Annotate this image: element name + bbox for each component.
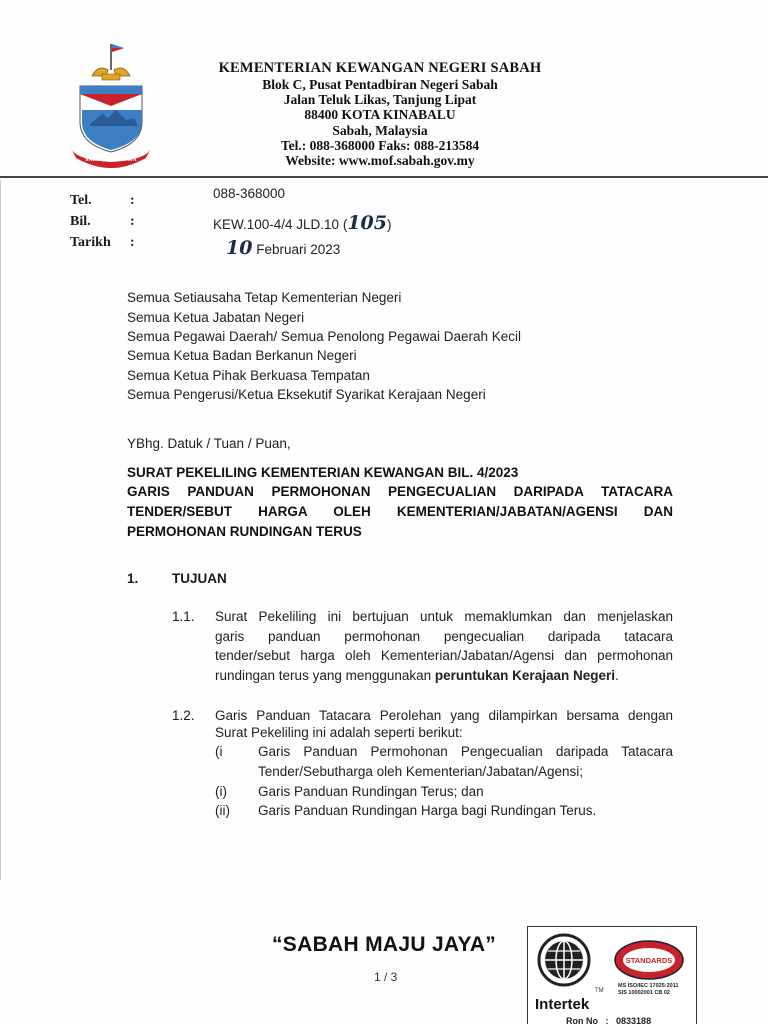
paragraph-line: tender/sebut harga oleh Kementerian/Jabatan/Agensi dan permohonan (215, 648, 673, 663)
emphasis-text: peruntukan Kerajaan Negeri (434, 667, 615, 683)
page-edge-line (0, 180, 1, 880)
page-number: 1 / 3 (374, 970, 398, 984)
paragraph-number: 1.1. (172, 609, 195, 624)
section-title: TUJUAN (172, 571, 227, 586)
intertek-brand: Intertek (535, 996, 590, 1013)
list-item-line: Garis Panduan Permohonan Pengecualian daripada Tatacara (258, 744, 673, 759)
trademark-mark: TM (595, 988, 604, 994)
tel-colon: : (130, 193, 135, 208)
subject-line-1: SURAT PEKELILING KEMENTERIAN KEWANGAN BIL. 4/2023 (127, 465, 519, 480)
addressee-line: Semua Ketua Badan Berkanun Negeri (127, 348, 357, 363)
paragraph-line: Surat Pekeliling ini bertujuan untuk memaklumkan dan menjelaskan (215, 609, 673, 624)
reference-prefix: KEW.100-4/4 JLD.10 ( (213, 217, 348, 232)
paragraph-1-1 (215, 607, 673, 685)
reference-handwritten-number: 105 (347, 212, 387, 234)
standards-malaysia-logo (612, 938, 686, 982)
list-item-line: Garis Panduan Rundingan Terus; dan (258, 784, 484, 799)
list-item-number: (i) (215, 784, 227, 799)
salutation: YBhg. Datuk / Tuan / Puan, (127, 436, 291, 451)
list-item-line: Garis Panduan Rundingan Harga bagi Rundingan Terus. (258, 803, 597, 818)
address-line-4: Sabah, Malaysia (332, 122, 428, 138)
address-line-1: Blok C, Pusat Pentadbiran Negeri Sabah (262, 77, 498, 92)
date-month-year: Februari 2023 (256, 242, 341, 257)
registration-colon: : (605, 1016, 609, 1024)
standards-logo-text: STANDARDS (625, 956, 673, 965)
paragraph-line: Garis Panduan Tatacara Perolehan yang dilampirkan bersama dengan (215, 708, 673, 723)
tel-value: 088-368000 (213, 186, 286, 201)
letterhead (180, 60, 580, 168)
paragraph-number: 1.2. (172, 708, 195, 723)
paragraph-line: garis panduan permohonan pengecualian daripada tatacara (215, 628, 673, 644)
contact-line: Tel.: 088-368000 Faks: 088-213584 (280, 137, 480, 153)
registration-number (566, 1016, 651, 1024)
addressee-line: Semua Setiausaha Tetap Kementerian Negeri (127, 290, 402, 305)
paragraph-line (215, 666, 673, 686)
subject-line-2: GARIS PANDUAN PERMOHONAN PENGECUALIAN DARIPADA TATACARA (127, 484, 673, 499)
website-line: Website: www.mof.sabah.gov.my (285, 153, 475, 169)
addressee-line: Semua Ketua Jabatan Negeri (127, 310, 305, 325)
registration-label: Ron No (566, 1016, 598, 1024)
address-line-3: 88400 KOTA KINABALU (304, 107, 456, 123)
paragraph-end: . (614, 667, 619, 683)
subject-line-3: TENDER/SEBUT HARGA OLEH KEMENTERIAN/JABATAN/AGENSI DAN (127, 504, 673, 519)
paragraph-text: rundingan terus yang menggunakan (215, 667, 435, 683)
list-item (258, 742, 673, 781)
ms-iso-line-1: MS ISO/IEC 17025:2011 (618, 983, 679, 989)
registration-value: 0833188 (616, 1016, 652, 1024)
bil-colon: : (130, 214, 135, 229)
sabah-crest-logo (68, 40, 154, 168)
crest-scroll-text: SABAH MAJU JAYA (85, 157, 137, 163)
ministry-name: KEMENTERIAN KEWANGAN NEGERI SABAH (218, 60, 542, 76)
tarikh-colon: : (130, 235, 135, 250)
tarikh-label: Tarikh (70, 235, 111, 250)
paragraph-line: Surat Pekeliling ini adalah seperti berikut: (215, 724, 463, 740)
addressee-line: Semua Pegawai Daerah/ Semua Penolong Pegawai Daerah Kecil (127, 329, 521, 344)
list-item-line: Tender/Sebutharga oleh Kementerian/Jabatan/Agensi; (258, 763, 583, 779)
globe-certification-icon (536, 932, 592, 988)
paragraph-1-2 (215, 706, 673, 742)
date-handwritten-day: 10 (226, 237, 253, 259)
bil-label: Bil. (70, 214, 91, 229)
date-value (226, 237, 340, 259)
list-item (258, 801, 673, 821)
letter-subject (127, 464, 673, 542)
addressee-line: Semua Pengerusi/Ketua Eksekutif Syarikat Kerajaan Negeri (127, 387, 486, 402)
footer-motto: “SABAH MAJU JAYA” (272, 933, 497, 956)
header-divider (0, 176, 768, 178)
subject-line-4: PERMOHONAN RUNDINGAN TERUS (127, 524, 362, 539)
tel-label: Tel. (70, 193, 92, 208)
list-item-number: (i (215, 744, 223, 759)
address-line-2: Jalan Teluk Likas, Tanjung Lipat (283, 92, 477, 108)
list-item-number: (ii) (215, 803, 230, 818)
section-number: 1. (127, 571, 139, 586)
list-item (258, 782, 673, 802)
reference-suffix: ) (387, 217, 392, 232)
addressee-line: Semua Ketua Pihak Berkuasa Tempatan (127, 368, 370, 383)
reference-number (213, 212, 392, 234)
ms-iso-line-2: SIS 10002001 CB 02 (618, 990, 670, 996)
